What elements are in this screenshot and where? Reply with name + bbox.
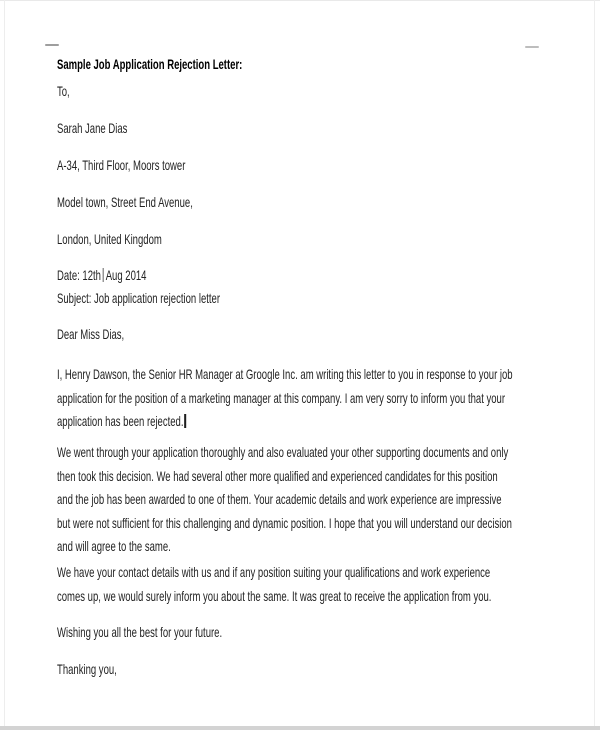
recipient-name: Sarah Jane Dias <box>57 120 128 136</box>
body-line: and will agree to the same. <box>57 538 171 554</box>
crop-mark-right <box>525 46 539 48</box>
recipient-address-line: London, United Kingdom <box>57 231 162 247</box>
salutation: Dear Miss Dias, <box>57 326 125 342</box>
page-edge-top <box>0 0 600 1</box>
page-edge-left <box>4 0 5 730</box>
date-text-before: Date: 12th <box>57 267 101 283</box>
body-paragraph-3 <box>57 561 600 608</box>
recipient-address-line: Model town, Street End Avenue, <box>57 194 193 210</box>
body-paragraph-2 <box>57 441 600 559</box>
text-cursor-gray <box>102 268 103 282</box>
body-line: but were not sufficient for this challenging and dynamic position. I hope that you will understand our decision <box>57 514 512 531</box>
body-line: then took this decision. We had several other more qualified and experienced candidates for this position <box>57 467 498 484</box>
body-line: application for the position of a marketing manager at this company. I am very sorry to inform you that your <box>57 389 506 406</box>
body-line: I, Henry Dawson, the Senior HR Manager at Groogle Inc. am writing this letter to you in response to your job <box>57 366 513 382</box>
insertion-cursor <box>184 414 186 428</box>
to-line: To, <box>57 83 70 99</box>
body-line: comes up, we would surely inform you about the same. It was great to receive the application from you. <box>57 587 492 604</box>
body-line: and the job has been awarded to one of them. Your academic details and work experience are impressive <box>57 491 502 507</box>
date-line <box>57 267 189 284</box>
closing-line: Wishing you all the best for your future. <box>57 624 223 640</box>
body-paragraph-1 <box>57 363 600 434</box>
letter-title: Sample Job Application Rejection Letter: <box>57 56 243 72</box>
body-line: We have your contact details with us and if any position suiting your qualifications and work experience <box>57 564 491 580</box>
recipient-address-line: A-34, Third Floor, Moors tower <box>57 157 186 173</box>
subject-line: Subject: Job application rejection letter <box>57 290 220 306</box>
date-text-after: Aug 2014 <box>105 267 147 283</box>
signoff-line: Thanking you, <box>57 661 117 677</box>
body-line: application has been rejected. <box>57 410 600 434</box>
crop-mark-left <box>45 44 59 46</box>
page-bottom-bar <box>0 726 600 730</box>
body-line: We went through your application thoroughly and also evaluated your other supporting documents and only <box>57 444 509 460</box>
